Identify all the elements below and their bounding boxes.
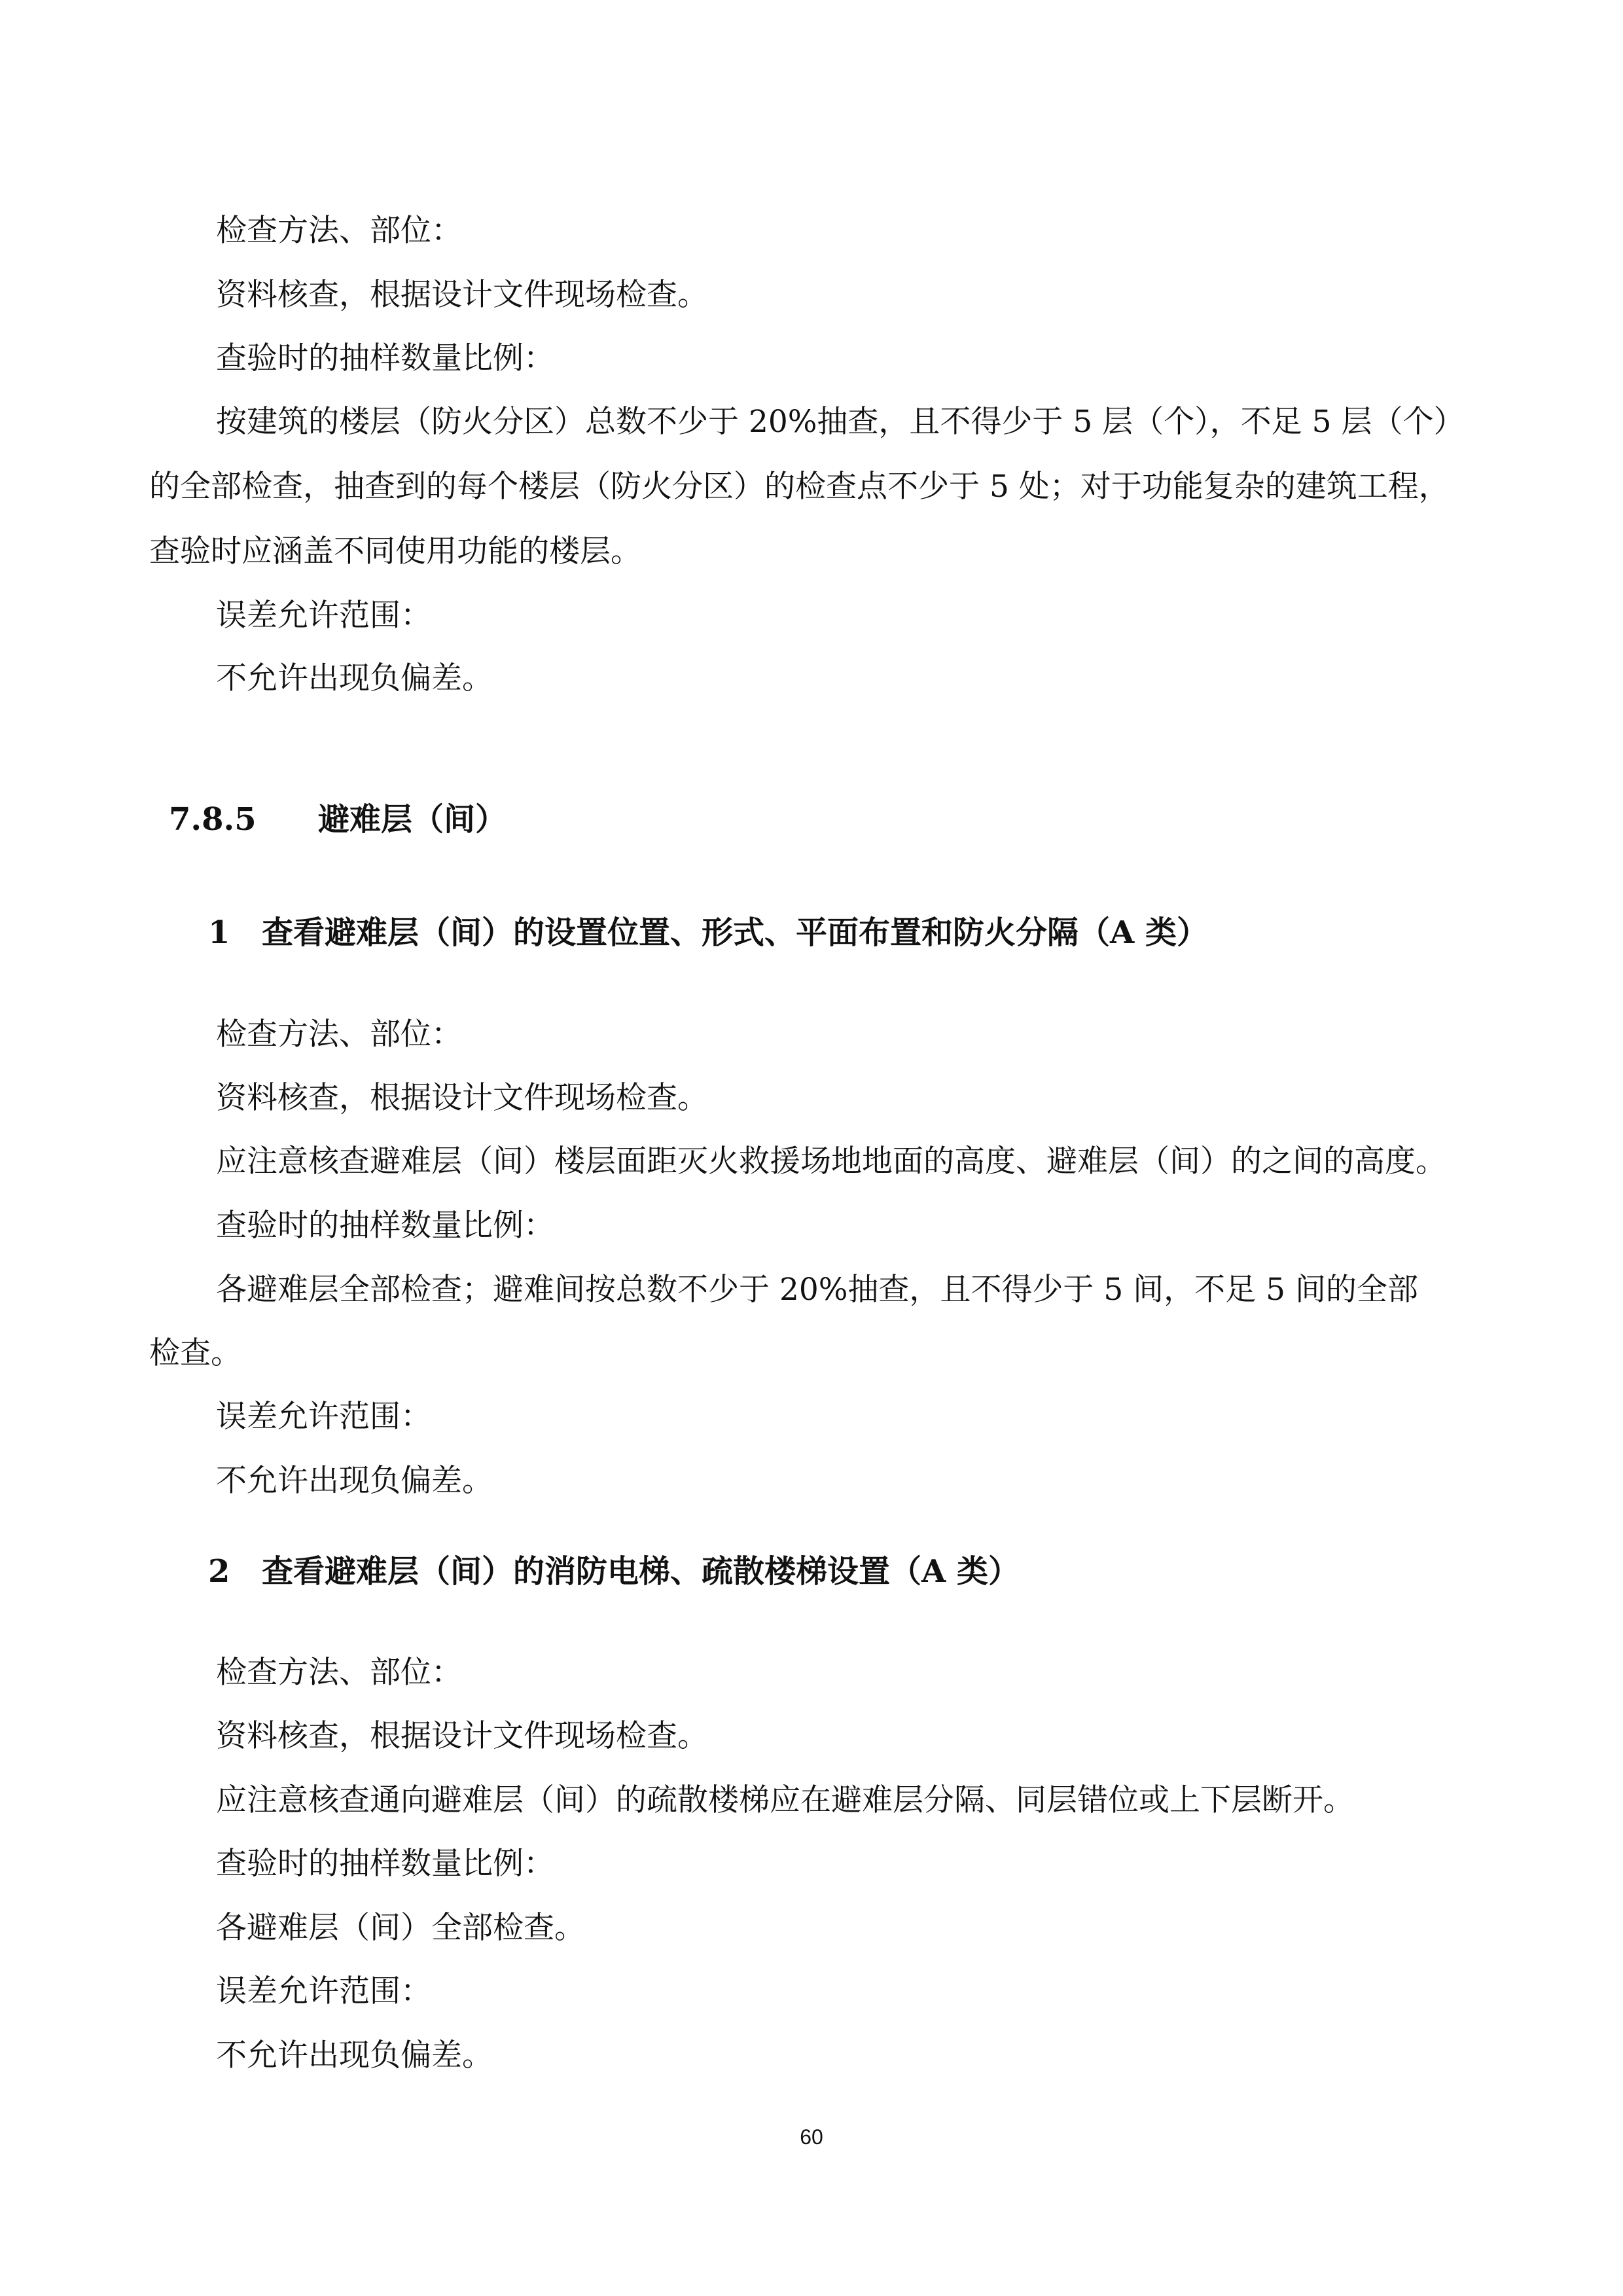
tolerance-text: 不允许出现负偏差。 [216,660,493,696]
sampling-label: 查验时的抽样数量比例： [216,1208,554,1244]
sampling-text-line: 查验时应涵盖不同使用功能的楼层。 [149,533,641,569]
tolerance-label: 误差允许范围： [216,1973,431,2009]
tolerance-text: 不允许出现负偏差。 [216,1463,493,1499]
sampling-label: 查验时的抽样数量比例： [216,1846,554,1882]
method-label: 检查方法、部位： [216,213,462,249]
item-heading [208,1552,1543,1591]
section-title: 避难层（间） [318,801,507,838]
sampling-label: 查验时的抽样数量比例： [216,340,554,376]
section-number: 7.8.5 [169,801,257,838]
method-text: 资料核查，根据设计文件现场检查。 [216,1080,708,1116]
page-number: 60 [800,2125,823,2149]
item-title: 查看避难层（间）的消防电梯、疏散楼梯设置（A 类） [262,1553,1020,1590]
note-text: 应注意核查通向避难层（间）的疏散楼梯应在避难层分隔、同层错位或上下层断开。 [216,1782,1354,1818]
tolerance-label: 误差允许范围： [216,1399,431,1435]
item-title: 查看避难层（间）的设置位置、形式、平面布置和防火分隔（A 类） [262,914,1208,951]
sampling-text-line: 的全部检查，抽查到的每个楼层（防火分区）的检查点不少于 5 处；对于功能复杂的建筑工程， [149,469,1450,505]
sampling-text-line: 检查。 [149,1335,241,1371]
tolerance-text: 不允许出现负偏差。 [216,2037,493,2073]
section-heading [169,800,1504,839]
method-label: 检查方法、部位： [216,1016,462,1052]
method-text: 资料核查，根据设计文件现场检查。 [216,277,708,313]
tolerance-label: 误差允许范围： [216,598,431,634]
item-number: 1 [208,914,230,951]
method-text: 资料核查，根据设计文件现场检查。 [216,1718,708,1754]
note-text: 应注意核查避难层（间）楼层面距灭火救援场地地面的高度、避难层（间）的之间的高度。 [216,1143,1446,1179]
sampling-text: 各避难层（间）全部检查。 [216,1910,585,1946]
item-heading [208,913,1543,952]
sampling-text-line: 各避难层全部检查；避难间按总数不少于 20%抽查，且不得少于 5 间，不足 5 间的全部 [216,1272,1418,1308]
method-label: 检查方法、部位： [216,1655,462,1691]
item-number: 2 [208,1553,230,1590]
sampling-text-line: 按建筑的楼层（防火分区）总数不少于 20%抽查，且不得少于 5 层（个），不足 5 层（个） [216,404,1465,440]
